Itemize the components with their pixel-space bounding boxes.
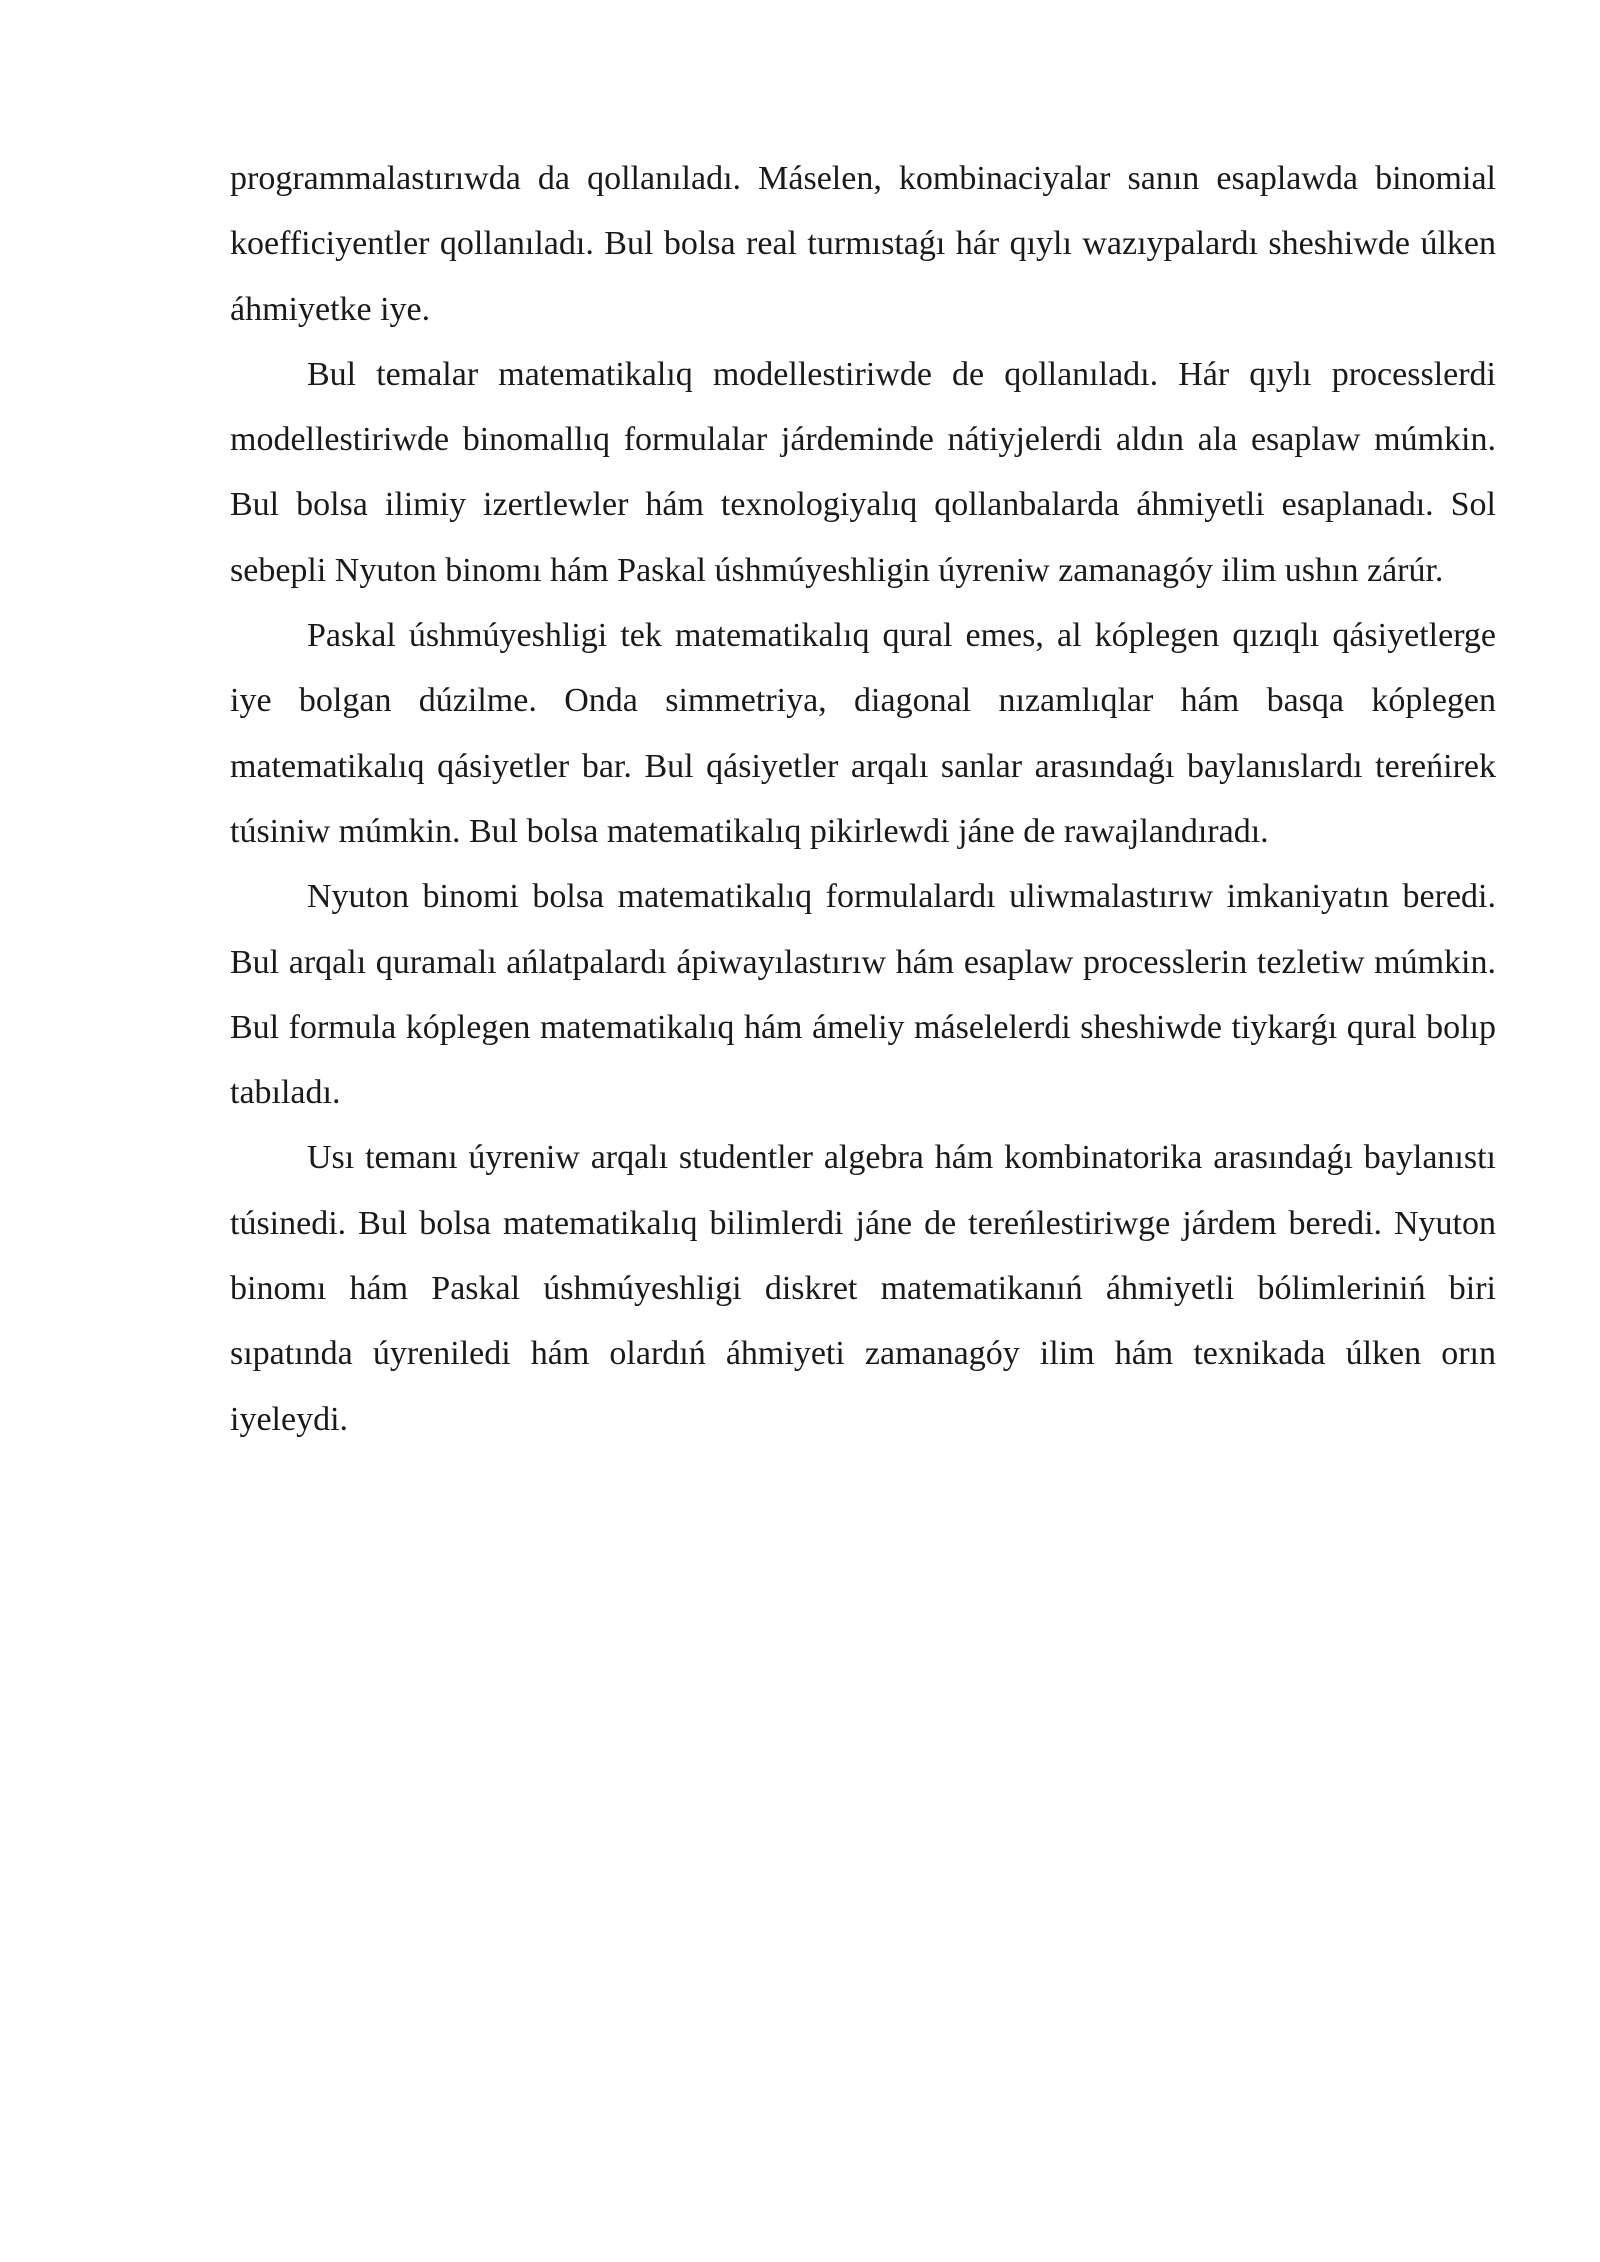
body-text — [230, 146, 1496, 1452]
paragraph: Bul temalar matematikalıq modellestiriwde de qollanıladı. Hár qıylı processlerdi modellestiriwde binomallıq formulalar járdeminde nátiyjelerdi aldın ala esaplaw múmkin. Bul bolsa ilimiy izertlewler hám texnologiyalıq qollanbalarda áhmiyetli esaplanadı. Sol sebepli Nyuton binomı hám Paskal úshmúyeshligin úyreniw zamanagóy ilim ushın zárúr. — [230, 355, 1496, 589]
paragraph-continuation: programmalastırıwda da qollanıladı. Máselen, kombinaciyalar sanın esaplawda binomial koefficiyentler qollanıladı. Bul bolsa real turmıstaǵı hár qıylı wazıypalardı sheshiwde úlken áhmiyetke iye. — [230, 160, 1496, 328]
paragraph: Nyuton binomi bolsa matematikalıq formulalardı uliwmalastırıw imkaniyatın beredi. Bul arqalı quramalı ańlatpalardı ápiwayılastırıw hám esaplaw processlerin tezletiw múmkin. Bul formula kóplegen matematikalıq hám ámeliy máselelerdi sheshiwde tiykarǵı qural bolıp tabıladı. — [230, 878, 1496, 1112]
paragraph: Usı temanı úyreniw arqalı studentler algebra hám kombinatorika arasındaǵı baylanıstı túsinedi. Bul bolsa matematikalıq bilimlerdi jáne de tereńlestiriwge járdem beredi. Nyuton binomı hám Paskal úshmúyeshligi diskret matematikanıń áhmiyetli bólimleriniń biri sıpatında úyreniledi hám olardıń áhmiyeti zamanagóy ilim hám texnikada úlken orın iyeleydi. — [230, 1139, 1496, 1438]
paragraph: Paskal úshmúyeshligi tek matematikalıq qural emes, al kóplegen qızıqlı qásiyetlerge iye bolgan dúzilme. Onda simmetriya, diagonal nızamlıqlar hám basqa kóplegen matematikalıq qásiyetler bar. Bul qásiyetler arqalı sanlar arasındaǵı baylanıslardı tereńirek túsiniw múmkin. Bul bolsa matematikalıq pikirlewdi jáne de rawajlandıradı. — [230, 617, 1496, 850]
